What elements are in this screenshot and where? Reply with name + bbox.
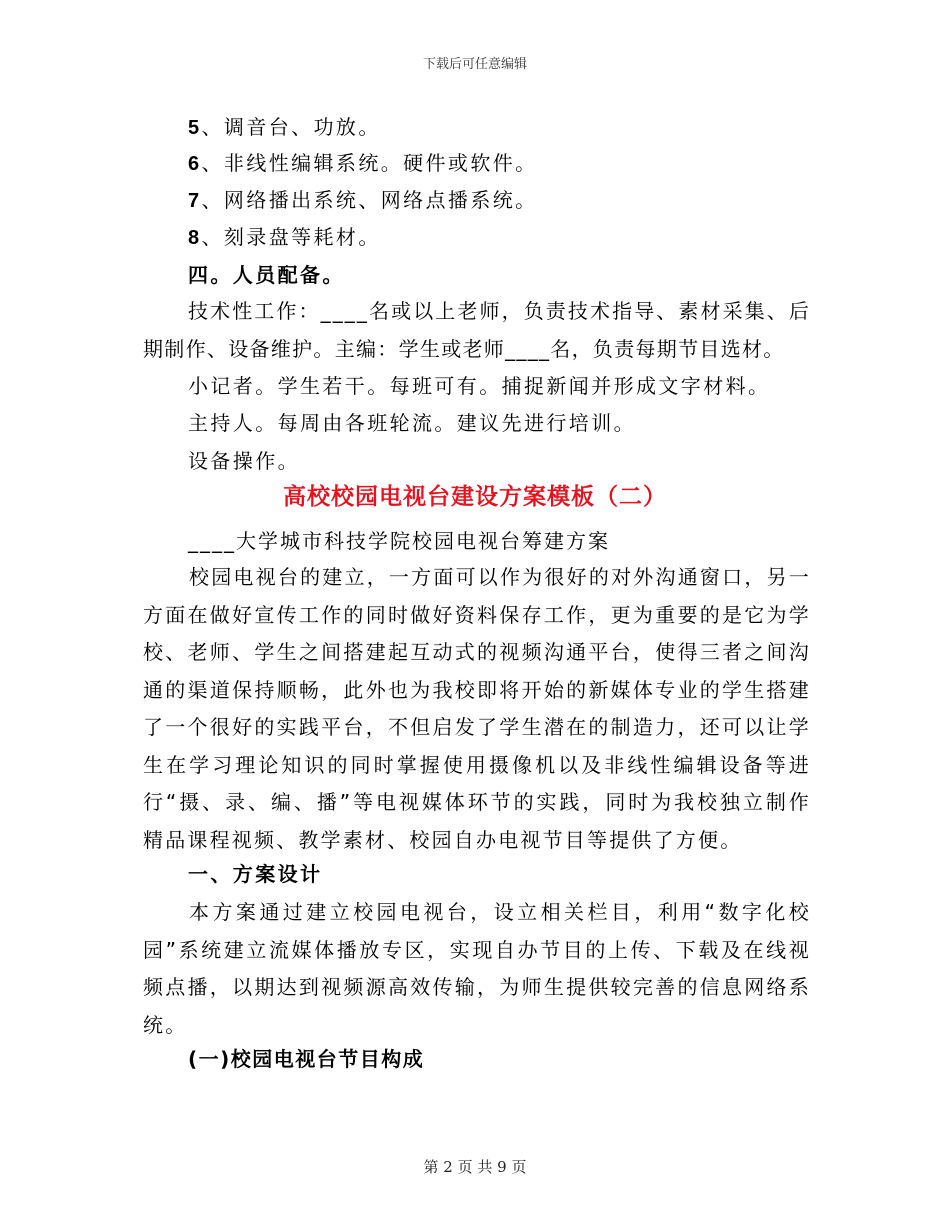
personnel-line: 小记者。学生若干。每班可有。捕捉新闻并形成文字材料。 (188, 374, 771, 398)
subsection-heading: (一)校园电视台节目构成 (188, 1047, 425, 1071)
design-paragraph: 本方案通过建立校园电视台，设立相关栏目，利用“数字化校园”系统建立流媒体播放专区，实现自办节目的上传、下载及在线视频点播，以期达到视频源高效传输，为师生提供较完善的信息网络系统。 (143, 900, 811, 1037)
item-number: 6 (188, 153, 202, 175)
personnel-line: 期制作、设备维护。主编：学生或老师____名，负责每期节目选材。 (143, 337, 785, 361)
intro-paragraph: 校园电视台的建立，一方面可以作为很好的对外沟通窗口，另一方面在做好宣传工作的同时做好资料保存工作，更为重要的是它为学校、老师、学生之间搭建起互动式的视频沟通平台，使得三者之间沟通的渠道保持顺畅，此外也为我校即将开始的新媒体专业的学生搭建了一个很好的实践平台，不但启发了学生潜在的制造力，还可以让学生在学习理论知识的同时掌握使用摄像机以及非线性编辑设备等进行“摄、录、编、播”等电视媒体环节的实践，同时为我校独立制作精品课程视频、教学素材、校园自办电视节目等提供了方便。 (143, 565, 811, 852)
item-text: 、非线性编辑系统。硬件或软件。 (201, 151, 538, 175)
item-number: 7 (188, 190, 202, 212)
section-heading-design: 一、方案设计 (188, 862, 323, 886)
item-number: 8 (188, 227, 202, 249)
section-heading-personnel: 四。人员配备。 (188, 263, 345, 287)
list-item (188, 113, 381, 142)
personnel-line: 技术性工作：____名或以上老师，负责技术指导、素材采集、后 (188, 299, 811, 323)
document-title: 高校校园电视台建设方案模板（二） (283, 484, 667, 510)
item-text: 、调音台、功放。 (201, 115, 381, 139)
list-item (188, 149, 538, 178)
personnel-line: 主持人。每周由各班轮流。建议先进行培训。 (188, 411, 636, 435)
personnel-line: 设备操作。 (188, 449, 300, 473)
page-header: 下载后可任意编辑 (422, 57, 527, 72)
page-footer: 第 2 页 共 9 页 (423, 1158, 527, 1176)
item-text: 、刻录盘等耗材。 (201, 225, 381, 249)
item-number: 5 (188, 117, 202, 139)
item-text: 、网络播出系统、网络点播系统。 (201, 188, 538, 212)
document-subtitle: ____大学城市科技学院校园电视台筹建方案 (188, 529, 610, 553)
list-item (188, 186, 538, 215)
list-item (188, 223, 381, 252)
